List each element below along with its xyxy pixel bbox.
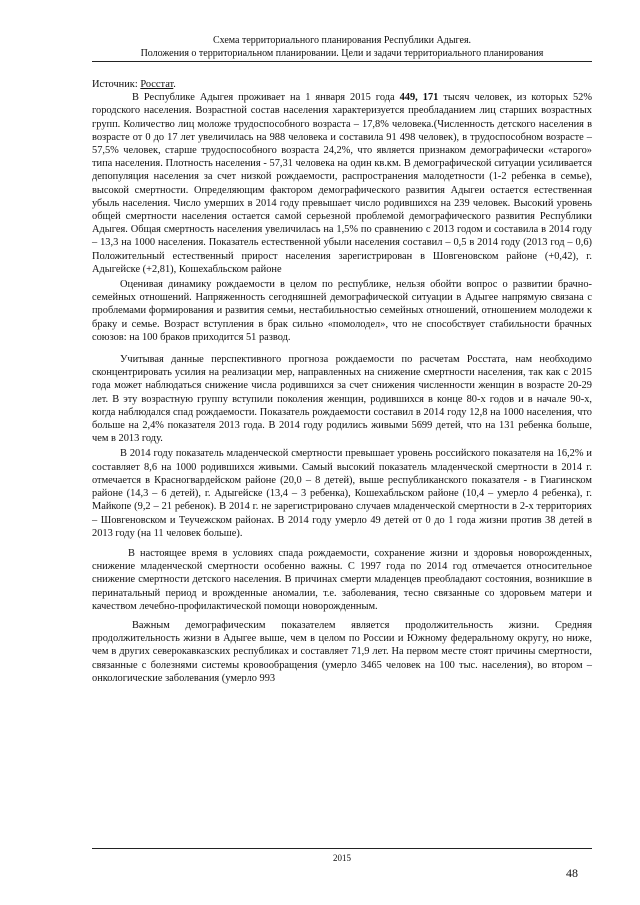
header-title: Схема территориального планирования Республики Адыгея. (212, 35, 472, 46)
header-subtitle: Положения о территориальном планировании. Цели и задачи территориального планирования (92, 47, 592, 62)
source-label: Источник: (92, 79, 141, 90)
paragraph-marriage: Оценивая динамику рождаемости в целом по республике, нельзя обойти вопрос о развитии брачно-семейных отношений. Напряженность сегодняшней демографической ситуации в Адыгее напрямую связана с проблемами формирования и развития семьи, нестабильностью семейных отношений, отношением молодежи к браку и семье. Возраст вступления в брак сильно «помолодел», что не способствует стабильности брачных союзов: на 100 браков приходится 51 развод. (92, 279, 592, 343)
page-header (92, 34, 592, 62)
footer-year: 2015 (333, 853, 351, 863)
source-tail: . (173, 79, 176, 90)
paragraph-population-rest: тысяч человек, из которых 52% городского населения. Возрастной состав населения характеризуется преобладанием лиц старших возрастных групп. Количество лиц моложе трудоспособного возраста – 17,8% человека.(Численность детского населения в возрасте от 0 до 17 лет увеличилась на 988 человека и составила 91 498 человек), в трудоспособном возрасте – 57,5% человек, старше трудоспособного возраста 24,2%, что является признаком демографически «старого» типа населения. Плотность населения - 57,31 человека на один кв.км. В демографической ситуации усиливается депопуляция населения за счет низкой рождаемости, распространения малодетности (1-2 ребенка в семье), высокой смертности. Определяющим фактором демографического развития Адыгеи остается естественная убыль населения. Число умерших в 2014 году превышает число родившихся на 239 человек. Высокий уровень общей смертности населения остается самой серьезной проблемой демографического развития Республики Адыгея. Общая смертность населения увеличилась на 1,5% по сравнению с 2013 годом и составила в 2014 году – 13,3 на 1000 населения. Показатель естественной убыли населения составил – 0,5 в 2014 году (2013 год – 0,6) Положительный естественный прирост населения зарегистрирован в Шовгеновском районе (+0,42), г. Адыгейске (+2,81), Кошехабльском районе (92, 92, 592, 275)
paragraph-population-start: В Республике Адыгея проживает на 1 января 2015 года (132, 92, 400, 104)
footer-divider (92, 848, 592, 849)
population-figure: 449, 171 (399, 92, 439, 104)
page-number: 48 (566, 866, 578, 880)
source-link[interactable]: Росстат (140, 79, 174, 90)
document-body (92, 78, 592, 685)
paragraph-infant-mortality: В 2014 году показатель младенческой смертности превышает уровень российского показателя на 16,2% и составляет 8,6 на 1000 родившихся живыми. Самый высокий показатель младенческой смертности в 2014 г. отмечается в Красногвардейском районе (20,0 – 8 детей), выше республиканского показателя - в Гиагинском районе (14,3 – 6 детей), г. Адыгейске (13,4 – 3 ребенка), Кошехабльском районе (10,4 – умерло 4 ребенка), г. Майкопе (9,2 – 21 ребенок). В 2014 г. не зарегистрировано случаев младенческой смертности в 2-х территориях – Шовгеновском и Теучежском районах. В 2014 году умерло 49 детей от 0 до 1 года жизни против 38 детей в 2013 году (на 11 человек больше). (92, 448, 592, 539)
paragraph-birth-forecast: Учитывая данные перспективного прогноза рождаемости по расчетам Росстата, нам необходимо сконцентрировать усилия на реализации мер, направленных на снижение смертности населения, так как с 2015 года может наблюдаться снижение числа родившихся за счет снижения численности женщин в возрасте 20-29 лет. В эту возрастную группу вступили поколения женщин, родившихся в конце 80-х годов и в начале 90-х, когда наблюдался спад рождаемости. Показатель рождаемости составил в 2014 году 12,8 на 1000 населения, что больше на 2,4% показателя 2013 года. В 2014 году родились живыми 5699 детей, что на 131 ребенка больше, чем в 2013 году. (92, 354, 592, 445)
source-line (92, 78, 592, 91)
paragraph-population (92, 91, 592, 276)
paragraph-life-expectancy: Важным демографическим показателем является продолжительность жизни. Средняя продолжительность жизни в Адыгее выше, чем в целом по России и Южному федеральному округу, но ниже, чем в других северокавказских республиках и составляет 71,9 лет. На первом месте стоят причины смертности, связанные с болезнями системы кровообращения (умерло 3465 человек на 100 тыс. населения), во втором – онкологические заболевания (умерло 993 (92, 619, 592, 684)
paragraph-newborn-health: В настоящее время в условиях спада рождаемости, сохранение жизни и здоровья новорожденных, снижение младенческой смертности особенно важны. С 1997 года по 2014 год отмечается относительное снижение смертности детского населения. В причинах смерти младенцев преобладают состояния, возникшие в перинатальный период и врожденные аномалии, т.е. заболевания, тесно связанные со здоровьем матери и качеством лечебно-профилактической помощи новорожденным. (92, 547, 592, 612)
